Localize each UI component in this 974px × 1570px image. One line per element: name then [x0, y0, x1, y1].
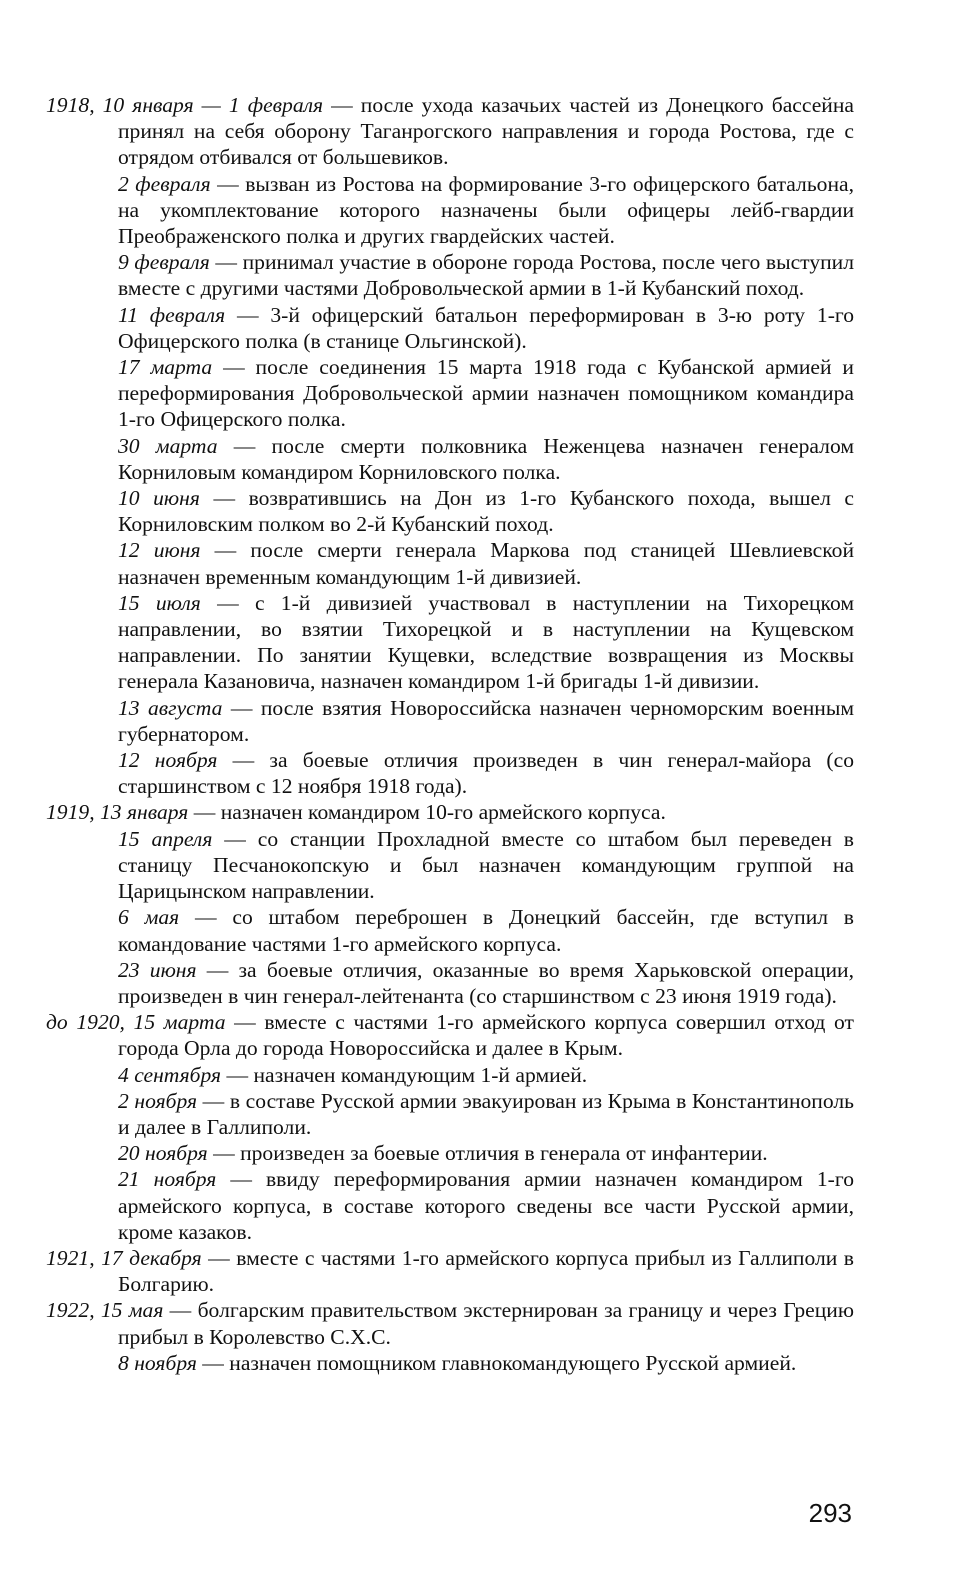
- chronology-entry: [46, 485, 854, 537]
- chronology-entry: [46, 1297, 854, 1349]
- entry-text: — произведен за боевые отличия в генерала от инфантерии.: [207, 1141, 768, 1166]
- entry-text: — вместе с частями 1-го армейского корпуса прибыл из Галлиполи в Болгарию.: [118, 1245, 854, 1297]
- entry-text: — назначен командующим 1-й армией.: [221, 1062, 588, 1087]
- entry-text: — после смерти полковника Неженцева назначен генералом Корниловым командиром Корниловского полка.: [118, 433, 854, 484]
- entry-date: 15 апреля: [118, 826, 213, 851]
- entry-date: 1918, 10 января — 1 февраля: [46, 93, 324, 117]
- chronology-entry: [46, 433, 854, 485]
- chronology-entry: [46, 1062, 854, 1088]
- entry-text: — после смерти генерала Маркова под станицей Шевлиевской назначен временным командующим 1-й дивизией.: [118, 538, 855, 589]
- entry-date: 20 ноября: [118, 1141, 208, 1166]
- chronology-entry: [46, 354, 854, 433]
- chronology-entry: [46, 171, 854, 250]
- chronology-entry: [46, 249, 854, 301]
- entry-date: 9 февраля: [118, 250, 210, 275]
- entry-text: — за боевые отличия произведен в чин генерал-майора (со старшинством с 12 ноября 1918 года).: [118, 748, 854, 799]
- chronology-entry: [46, 1088, 854, 1140]
- chronology-entry: [46, 1350, 854, 1376]
- entry-text: — назначен командиром 10-го армейского корпуса.: [188, 800, 666, 825]
- entry-text: — после соединения 15 марта 1918 года с Кубанской армией и переформирования Добровольческой армии назначен помощником командира 1-го Офицерского полка.: [118, 355, 854, 432]
- entry-text: — со станции Прохладной вместе со штабом был переведен в станицу Песчанокопскую и был назначен командующим группой на Царицынском направлении.: [118, 826, 854, 904]
- chronology-entry: [46, 904, 854, 956]
- entry-text: — со штабом переброшен в Донецкий бассейн, где вступил в командование частями 1-го армейского корпуса.: [118, 905, 855, 956]
- entry-text: — после ухода казачьих частей из Донецкого бассейна принял на себя оборону Таганрогского направления и города Ростова, где с отрядом отбивался от большевиков.: [118, 93, 855, 170]
- entry-text: — ввиду переформирования армии назначен командиром 1-го армейского корпуса, в составе которого сведены все части Русской армии, кроме казаков.: [118, 1167, 854, 1244]
- entry-date: 12 ноября: [118, 748, 218, 773]
- entry-text: — за боевые отличия, оказанные во время Харьковской операции, произведен в чин генерал-лейтенанта (со старшинством с 23 июня 1919 года).: [118, 957, 855, 1008]
- entry-text: — после взятия Новороссийска назначен черноморским военным губернатором.: [118, 695, 854, 746]
- entry-date: 2 февраля: [118, 171, 211, 196]
- chronology-entry: [46, 799, 854, 825]
- entry-date: 30 марта: [118, 433, 218, 458]
- chronology-entry: [46, 747, 854, 799]
- chronology-entry: [46, 957, 854, 1009]
- entry-date: 4 сентября: [118, 1062, 222, 1087]
- entry-date: 23 июня: [118, 957, 197, 982]
- page-number: 293: [808, 1498, 852, 1528]
- entry-date: 2 ноября: [118, 1088, 198, 1113]
- entry-date: до 1920, 15 марта: [46, 1010, 226, 1035]
- entry-date: 1919, 13 января: [46, 800, 189, 825]
- chronology-entry: [46, 1009, 854, 1061]
- entry-date: 21 ноября: [118, 1167, 217, 1192]
- entry-date: 1922, 15 мая: [46, 1298, 164, 1323]
- chronology-entry: [46, 590, 854, 695]
- entry-date: 8 ноября: [118, 1350, 197, 1375]
- chronology-entry: [46, 695, 854, 747]
- entry-text: — возвратившись на Дон из 1-го Кубанского похода, вышел с Корниловским полком во 2-й Кубанский поход.: [118, 486, 854, 537]
- entry-text: — болгарским правительством экстернирован за границу и через Грецию прибыл в Королевство С.Х.С.: [118, 1298, 854, 1349]
- entry-text: — вызван из Ростова на формирование 3-го офицерского батальона, на укомплектование которого назначены были офицеры лейб-гвардии Преображенского полка и других гвардейских частей.: [118, 171, 855, 249]
- chronology-entry: [46, 92, 854, 171]
- entry-date: 6 мая: [118, 905, 180, 930]
- chronology-entry: [46, 537, 854, 589]
- entry-date: 11 февраля: [118, 302, 226, 327]
- chronology-entry: [46, 1140, 854, 1166]
- chronology-entry: [46, 1166, 854, 1245]
- entry-date: 1921, 17 декабря: [46, 1245, 202, 1270]
- entry-text: — в составе Русской армии эвакуирован из Крыма в Константинополь и далее в Галлиполи.: [118, 1088, 855, 1139]
- entry-date: 17 марта: [118, 355, 213, 380]
- entry-date: 12 июня: [118, 538, 201, 563]
- chronology-entry: [46, 302, 854, 354]
- chronology: [46, 92, 854, 1376]
- entry-date: 10 июня: [118, 486, 200, 511]
- entry-text: — с 1-й дивизией участвовал в наступлении на Тихорецком направлении, во взятии Тихорецкой и в наступлении на Кущевском направлении. По занятии Кущевки, вследствие возвращения из Москвы генерала Казановича, назначен командиром 1-й бригады 1-й дивизии.: [118, 590, 854, 694]
- entry-text: — вместе с частями 1-го армейского корпуса совершил отход от города Орла до города Новороссийска и далее в Крым.: [118, 1010, 854, 1061]
- chronology-entry: [46, 1245, 854, 1297]
- entry-date: 15 июля: [118, 590, 201, 615]
- entry-date: 13 августа: [118, 695, 223, 720]
- entry-text: — 3-й офицерский батальон переформирован в 3-ю роту 1-го Офицерского полка (в станице Ольгинской).: [118, 302, 854, 353]
- entry-text: — принимал участие в обороне города Ростова, после чего выступил вместе с другими частями Добровольческой армии в 1-й Кубанский поход.: [118, 250, 855, 301]
- chronology-entry: [46, 826, 854, 905]
- entry-text: — назначен помощником главнокомандующего Русской армией.: [196, 1350, 797, 1375]
